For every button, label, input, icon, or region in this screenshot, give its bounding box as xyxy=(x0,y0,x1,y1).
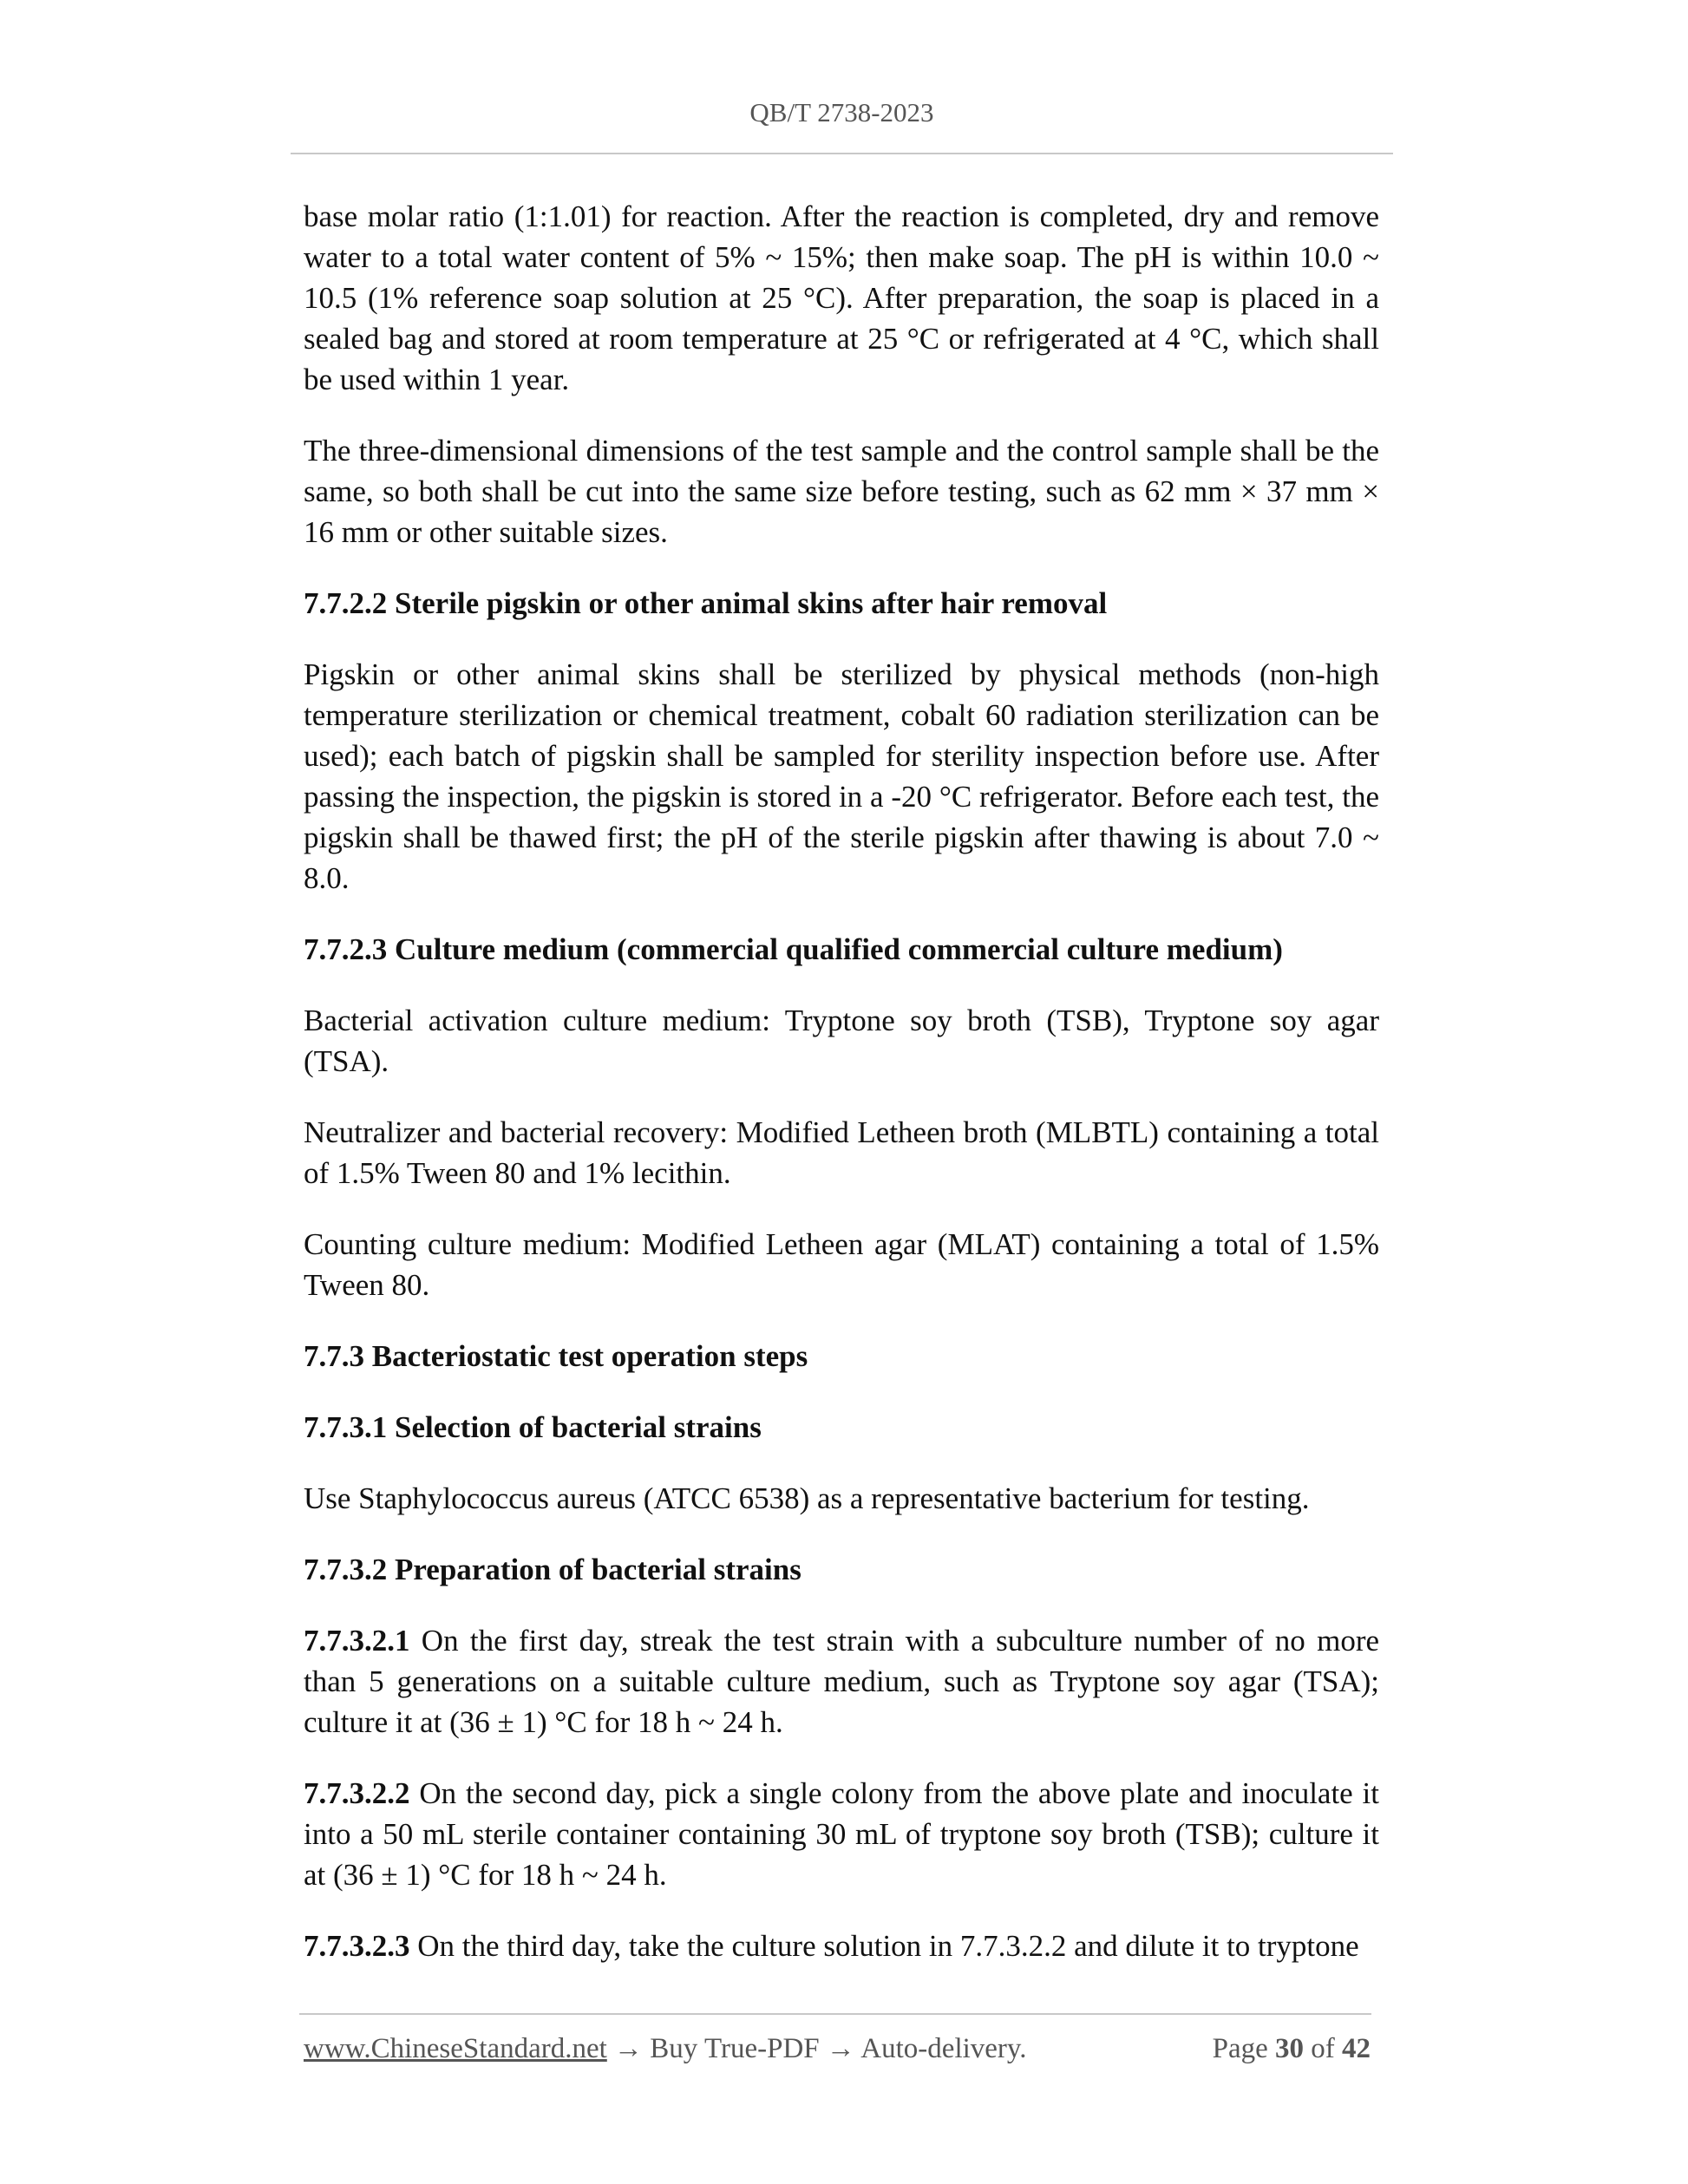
section-heading: 7.7.3.1 Selection of bacterial strains xyxy=(304,1410,762,1444)
paragraph: Pigskin or other animal skins shall be sterilized by physical methods (non-high temperature sterilization or chemical treatment, cobalt 60 radiation sterilization can be used); each batch of pigskin shall be sampled for sterility inspection before use. After passing the inspection, the pigskin is stored in a -20 °C refrigerator. Before each test, the pigskin shall be thawed first; the pH of the sterile pigskin after thawing is about 7.0 ~ 8.0. xyxy=(304,657,1379,895)
paragraph: Neutralizer and bacterial recovery: Modified Letheen broth (MLBTL) containing a total of 1.5% Tween 80 and 1% lecithin. xyxy=(304,1115,1379,1190)
current-page-number: 30 xyxy=(1275,2033,1304,2064)
section-heading: 7.7.3 Bacteriostatic test operation steps xyxy=(304,1339,808,1373)
page-header-title: QB/T 2738-2023 xyxy=(749,97,934,128)
numbered-paragraph xyxy=(304,1620,1379,1743)
section-heading: 7.7.2.2 Sterile pigskin or other animal skins after hair removal xyxy=(304,586,1108,620)
footer-promo-text: → Buy True-PDF → Auto-delivery. xyxy=(606,2033,1027,2064)
paragraph: Use Staphylococcus aureus (ATCC 6538) as a representative bacterium for testing. xyxy=(304,1481,1310,1515)
clause-number: 7.7.3.2.2 xyxy=(304,1776,410,1810)
numbered-paragraph xyxy=(304,1773,1379,1895)
page-indicator xyxy=(1213,2033,1371,2065)
document-body xyxy=(304,196,1379,1997)
header-divider xyxy=(291,153,1393,154)
clause-text: On the third day, take the culture solution in 7.7.3.2.2 and dilute it to tryptone xyxy=(417,1929,1359,1963)
clause-text: On the first day, streak the test strain with a subculture number of no more than 5 generations on a suitable culture medium, such as Tryptone soy agar (TSA); culture it at (36 ± 1) °C for 18 h ~ 24 h. xyxy=(304,1624,1380,1739)
clause-text: On the second day, pick a single colony from the above plate and inoculate it into a 50 mL sterile container containing 30 mL of tryptone soy broth (TSB); culture it at (36 ± 1) °C for 18 h ~ 24 h. xyxy=(304,1776,1379,1892)
clause-number: 7.7.3.2.3 xyxy=(304,1929,410,1963)
of-label: of xyxy=(1311,2033,1335,2064)
footer-divider xyxy=(299,2013,1371,2015)
website-link[interactable]: www.ChineseStandard.net xyxy=(304,2033,607,2064)
paragraph: Bacterial activation culture medium: Tryptone soy broth (TSB), Tryptone soy agar (TSA). xyxy=(304,1004,1379,1078)
section-heading: 7.7.3.2 Preparation of bacterial strains xyxy=(304,1553,801,1586)
footer-promo xyxy=(304,2033,1027,2065)
numbered-paragraph xyxy=(304,1926,1379,1966)
paragraph: base molar ratio (1:1.01) for reaction. After the reaction is completed, dry and remove water to a total water content of 5% ~ 15%; then make soap. The pH is within 10.0 ~ 10.5 (1% reference soap solution at 25 °C). After preparation, the soap is placed in a sealed bag and stored at room temperature at 25 °C or refrigerated at 4 °C, which shall be used within 1 year. xyxy=(304,199,1379,396)
paragraph: Counting culture medium: Modified Letheen agar (MLAT) containing a total of 1.5% Tween 80. xyxy=(304,1227,1379,1302)
section-heading: 7.7.2.3 Culture medium (commercial qualified commercial culture medium) xyxy=(304,932,1283,966)
clause-number: 7.7.3.2.1 xyxy=(304,1624,410,1658)
page-label: Page xyxy=(1212,2033,1268,2064)
paragraph: The three-dimensional dimensions of the test sample and the control sample shall be the same, so both shall be cut into the same size before testing, such as 62 mm × 37 mm × 16 mm or other suitable sizes. xyxy=(304,434,1379,549)
total-pages-number: 42 xyxy=(1342,2033,1371,2064)
